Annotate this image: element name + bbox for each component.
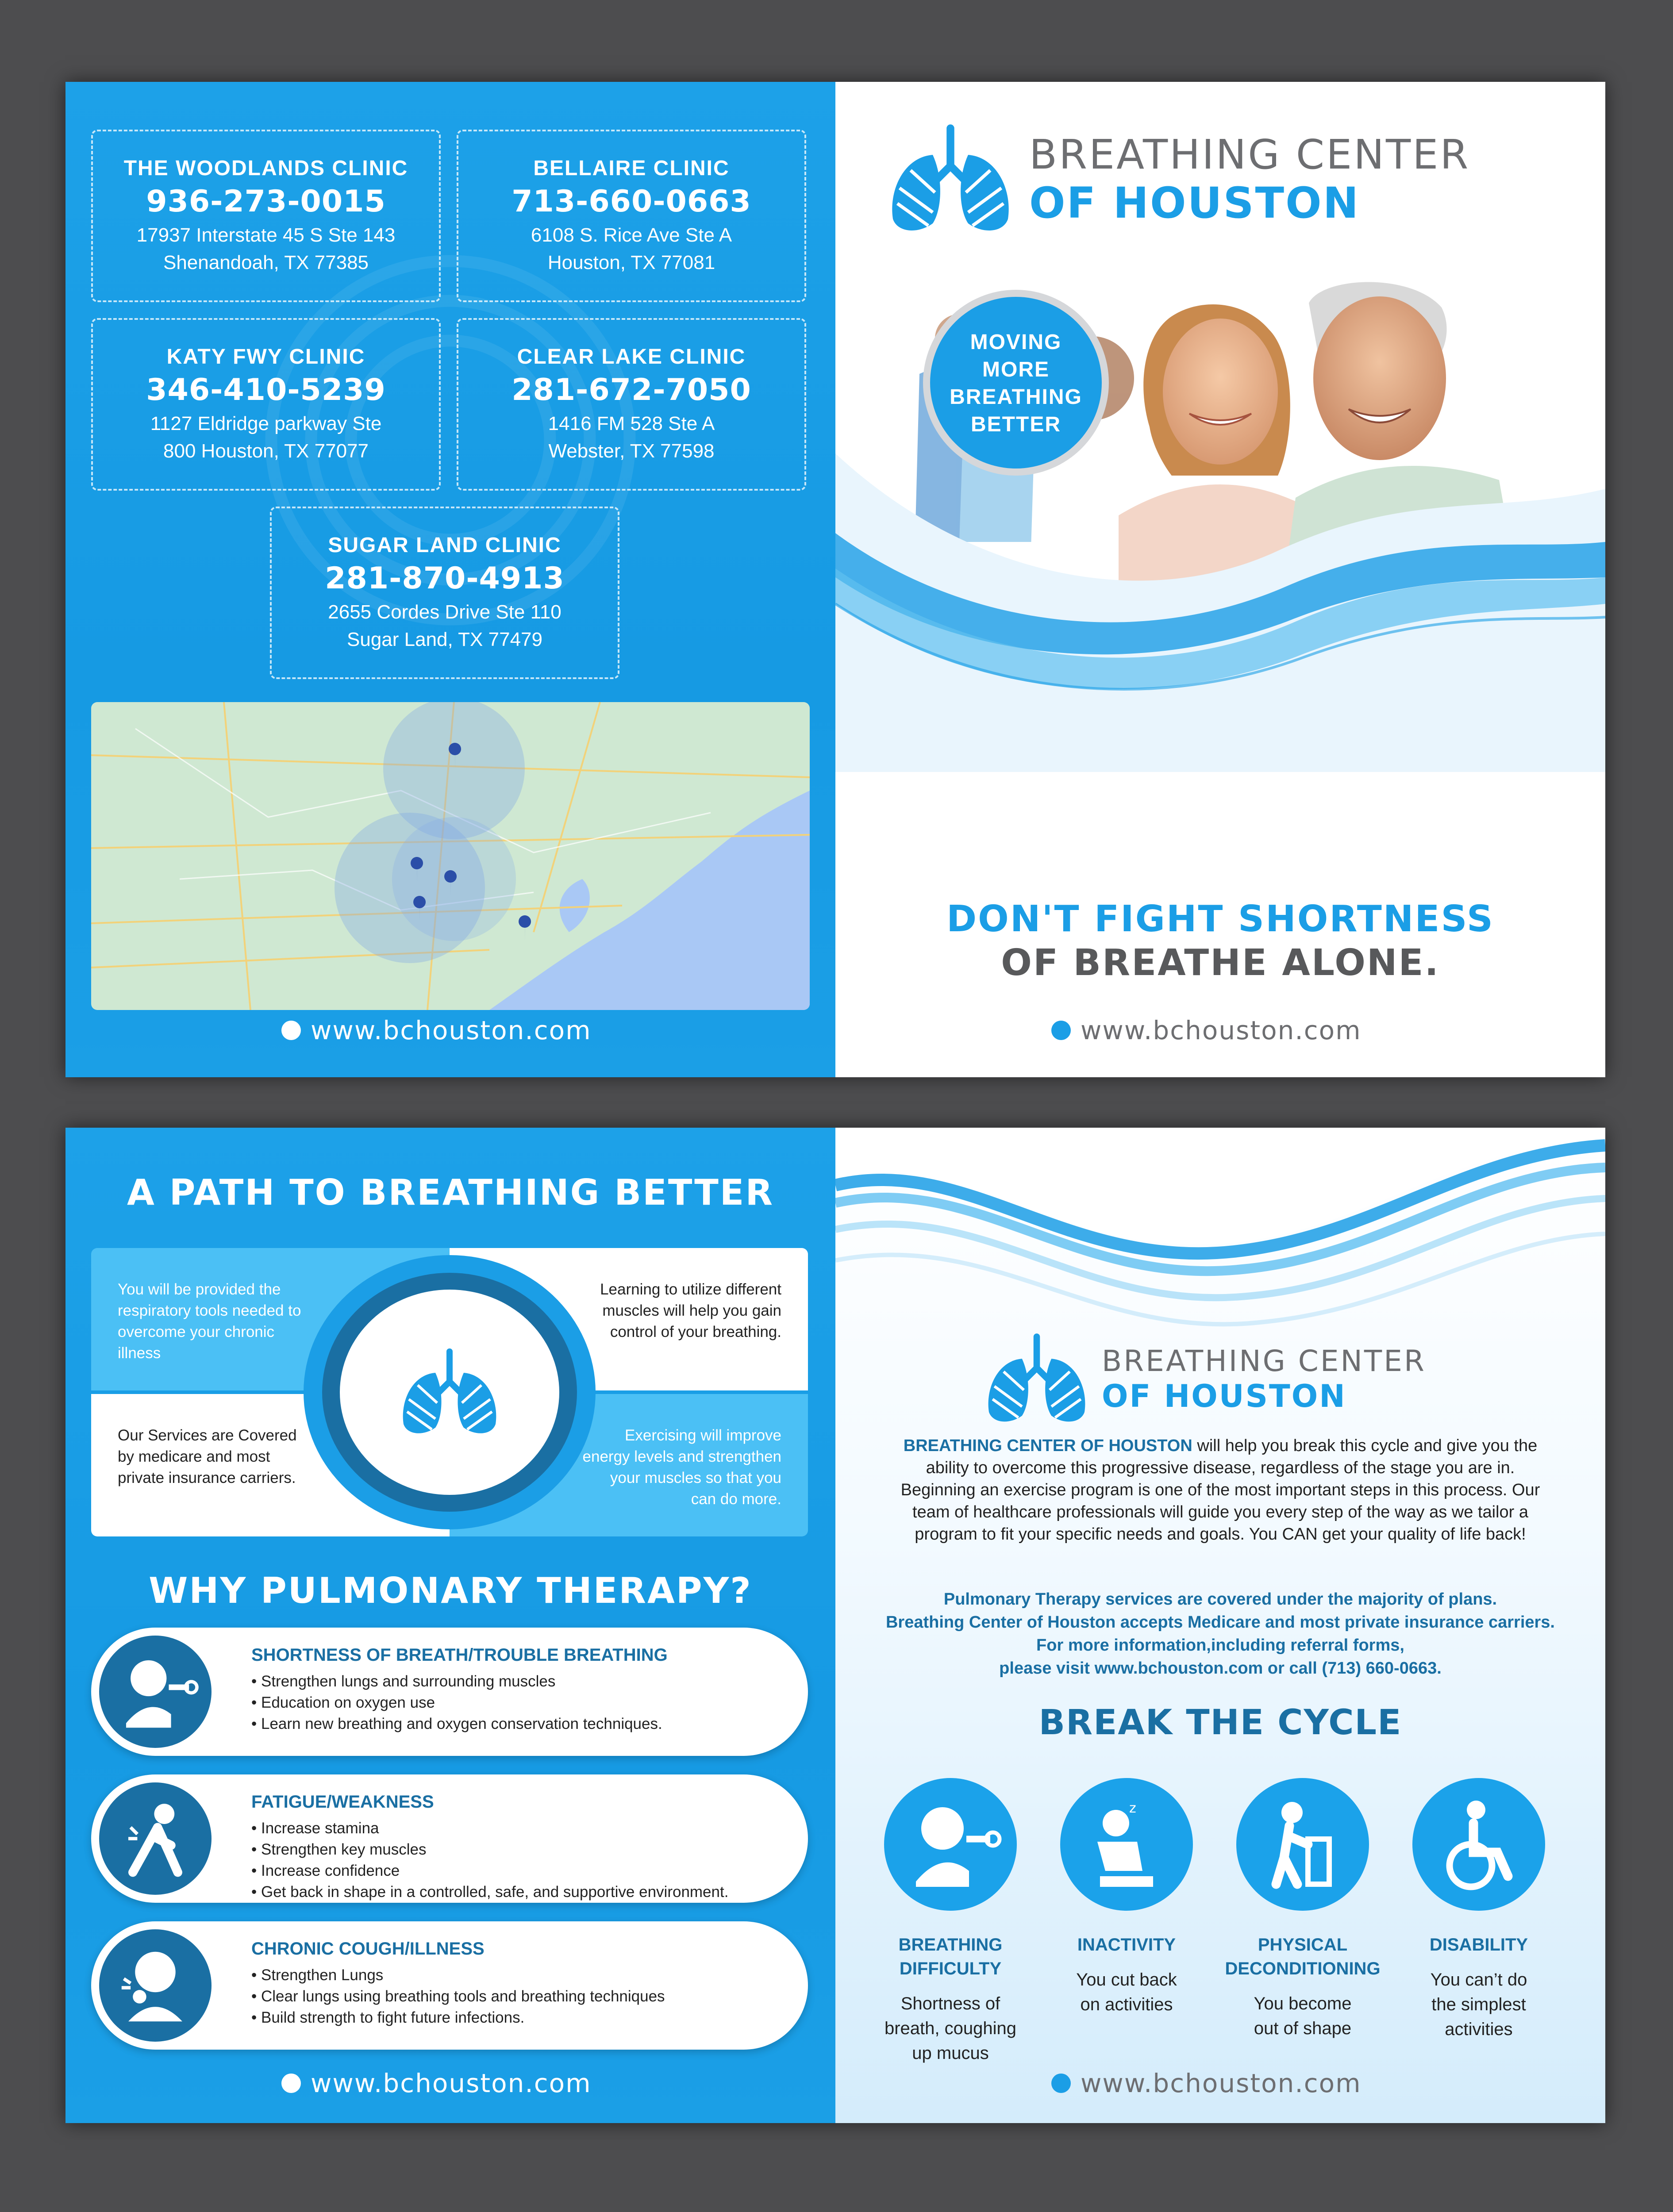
clinic-card-woodlands (91, 130, 441, 302)
clinic-name: BELLAIRE CLINIC (533, 157, 730, 180)
intro-brand-name: BREATHING CENTER OF HOUSTON (903, 1436, 1192, 1455)
website-text: www.bchouston.com (1081, 2068, 1361, 2098)
cycle-item-title (1214, 1933, 1391, 1981)
website-link[interactable] (281, 2068, 592, 2098)
clinic-locations-panel (65, 82, 835, 1077)
globe-icon (1051, 2074, 1071, 2093)
therapy-item-cough (91, 1921, 808, 2050)
badge-line2: MORE (982, 358, 1050, 381)
intro-text: will help you break this cycle and give you the ability to overcome this progressive disease, regardless of the stage you are in. Beginning an exercise program is one of the most important steps in this process. Our team of healthcare professionals will guide you every step of the way as we tailor a program to fit your specific needs and goals. You CAN get your quality of life back! (900, 1436, 1540, 1544)
cycle-desc-line1: You become (1254, 1994, 1352, 2013)
path-text-exercise: Exercising will improve energy levels and strengthen your muscles so that you can do more. (582, 1427, 781, 1508)
path-diagram (91, 1248, 808, 1536)
therapy-heading: WHY PULMONARY THERAPY? (149, 1570, 752, 1611)
moving-more-badge (930, 297, 1102, 469)
coverage-line3: For more information,including referral forms, (1036, 1636, 1404, 1655)
cycle-title-line2: DECONDITIONING (1225, 1959, 1381, 1978)
clinic-name: CLEAR LAKE CLINIC (517, 345, 746, 369)
logo-text-line2: OF HOUSTON (1102, 1378, 1346, 1414)
therapy-point: • Strengthen Lungs (251, 1966, 384, 1984)
cycle-desc-line3: up mucus (912, 2043, 989, 2063)
cycle-desc-line1: Shortness of (900, 1994, 1000, 2013)
therapy-point: • Strengthen lungs and surrounding muscles (251, 1673, 556, 1690)
logo-text-line2: OF HOUSTON (1029, 178, 1360, 228)
clinic-phone[interactable]: 713-660-0663 (512, 184, 751, 219)
badge-ring (923, 290, 1109, 476)
cycle-item-description (1214, 1991, 1391, 2041)
cycle-list (835, 1128, 1605, 2123)
fatigued-person-icon (99, 1782, 212, 1895)
headline-line2: OF BREATHE ALONE. (1001, 942, 1440, 984)
logo-text-line1: BREATHING CENTER (1029, 131, 1470, 178)
clinic-name: THE WOODLANDS CLINIC (123, 157, 408, 180)
therapy-point: • Increase confidence (251, 1862, 400, 1879)
cycle-item-title (1038, 1933, 1215, 1957)
badge-line4: BETTER (971, 413, 1061, 436)
cycle-desc-line2: on activities (1080, 1995, 1173, 2014)
cycle-item-disability (1390, 1778, 1567, 2042)
therapy-point: • Build strength to fight future infections. (251, 2009, 525, 2026)
therapy-panel (65, 1128, 835, 2123)
clinic-address-line2: Houston, TX 77081 (547, 252, 715, 273)
breathing-person-icon (884, 1778, 1017, 1911)
coverage-line1: Pulmonary Therapy services are covered under the majority of plans. (943, 1590, 1497, 1609)
cycle-title-line2: DIFFICULTY (899, 1959, 1002, 1978)
therapy-item-fatigue (91, 1774, 808, 1903)
cycle-item-description (1390, 1967, 1567, 2042)
website-link[interactable] (1051, 1015, 1361, 1045)
cycle-desc-line2: breath, coughing (884, 2019, 1016, 2038)
therapy-item-title: SHORTNESS OF BREATH/TROUBLE BREATHING (251, 1645, 668, 1665)
website-text: www.bchouston.com (311, 2068, 592, 2098)
badge-line1: MOVING (970, 330, 1062, 354)
brand-logo (884, 122, 1470, 237)
cycle-item-inactivity (1038, 1778, 1215, 2017)
clinic-address-line2: Sugar Land, TX 77479 (347, 629, 542, 650)
therapy-point: • Education on oxygen use (251, 1694, 435, 1711)
cycle-desc-line1: You cut back (1076, 1970, 1177, 1989)
cycle-item-description (862, 1991, 1039, 2066)
sleeping-person-icon (1060, 1778, 1193, 1911)
clinic-phone[interactable]: 281-870-4913 (325, 561, 565, 596)
path-center-ring (304, 1255, 596, 1529)
clinic-name: SUGAR LAND CLINIC (328, 534, 562, 557)
cycle-item-title (1390, 1933, 1567, 1957)
cycle-title-line1: DISABILITY (1429, 1935, 1528, 1955)
logo-text-line1: BREATHING CENTER (1102, 1344, 1426, 1378)
website-link[interactable] (1051, 2068, 1361, 2098)
clinic-address-line2: Shenandoah, TX 77385 (163, 252, 369, 273)
cycle-desc-line1: You can’t do (1430, 1970, 1527, 1989)
cycle-item-deconditioning (1214, 1778, 1391, 2041)
clinic-card-bellaire (457, 130, 806, 302)
cycle-title-line1: PHYSICAL (1258, 1935, 1348, 1955)
lungs-icon (396, 1339, 503, 1445)
therapy-point: • Increase stamina (251, 1820, 379, 1837)
brochure-inside-spread (65, 1128, 1605, 2123)
clinic-address-line1: 17937 Interstate 45 S Ste 143 (136, 224, 396, 246)
cycle-desc-line2: out of shape (1254, 2019, 1352, 2038)
cycle-heading: BREAK THE CYCLE (1038, 1703, 1402, 1743)
brochure-outside-spread (65, 82, 1605, 1077)
wheelchair-icon (1412, 1778, 1545, 1911)
badge-line3: BREATHING (950, 385, 1082, 409)
cycle-item-title (862, 1933, 1039, 1981)
info-panel (835, 1128, 1605, 2123)
coughing-person-icon (99, 1929, 212, 2042)
cycle-desc-line2: the simplest (1431, 1995, 1526, 2014)
cycle-title-line1: BREATHING (898, 1935, 1003, 1955)
clinic-address-line2: 800 Houston, TX 77077 (163, 440, 369, 462)
clinic-card-clear-lake (457, 318, 806, 491)
globe-icon (281, 2074, 301, 2093)
clinic-phone[interactable]: 346-410-5239 (146, 373, 386, 407)
lungs-logo-icon (884, 122, 1017, 237)
therapy-item-shortness (91, 1628, 808, 1756)
cycle-item-breathing (862, 1778, 1039, 2066)
globe-icon (1051, 1021, 1071, 1040)
cycle-desc-line3: activities (1445, 2020, 1513, 2039)
clinic-phone[interactable]: 936-273-0015 (146, 184, 386, 219)
clinic-address-line1: 2655 Cordes Drive Ste 110 (328, 601, 562, 623)
coverage-line2: Breathing Center of Houston accepts Medicare and most private insurance carriers. (885, 1613, 1555, 1632)
svg-text:z: z (1129, 1801, 1136, 1816)
clinic-address-line1: 1416 FM 528 Ste A (548, 413, 715, 434)
path-text-coverage: Our Services are Covered by medicare and most private insurance carriers. (118, 1427, 297, 1486)
cycle-title-line1: INACTIVITY (1077, 1935, 1176, 1955)
globe-icon (281, 1021, 301, 1040)
clinic-phone[interactable]: 281-672-7050 (512, 373, 751, 407)
therapy-item-title: CHRONIC COUGH/ILLNESS (251, 1939, 485, 1959)
therapy-point: • Strengthen key muscles (251, 1841, 427, 1858)
map-graphic (91, 702, 810, 1010)
therapy-point: • Clear lungs using breathing tools and breathing techniques (251, 1988, 665, 2005)
clinic-address-line1: 6108 S. Rice Ave Ste A (531, 224, 732, 246)
clinic-address-line1: 1127 Eldridge parkway Ste (150, 413, 382, 434)
therapy-point: • Get back in shape in a controlled, safe, and supportive environment. (251, 1883, 729, 1901)
cover-panel (835, 82, 1605, 1077)
clinic-locations-map[interactable] (91, 702, 810, 1010)
headline-line1: DON'T FIGHT SHORTNESS (946, 898, 1494, 940)
cover-headline (835, 898, 1605, 984)
clinic-card-sugar-land (270, 507, 619, 679)
therapy-item-points (251, 1965, 665, 2028)
website-text: www.bchouston.com (311, 1015, 592, 1045)
therapy-item-points (251, 1671, 662, 1735)
walker-person-icon (1236, 1778, 1369, 1911)
clinic-address-line2: Webster, TX 77598 (548, 440, 715, 462)
website-link[interactable] (281, 1015, 592, 1045)
path-heading: A PATH TO BREATHING BETTER (127, 1172, 774, 1213)
clinic-card-katy (91, 318, 441, 491)
clinic-name: KATY FWY CLINIC (166, 345, 365, 369)
website-text: www.bchouston.com (1081, 1015, 1361, 1045)
cycle-item-description (1038, 1967, 1215, 2017)
path-text-muscles: Learning to utilize different muscles will help you gain control of your breathing. (600, 1281, 781, 1340)
path-text-tools: You will be provided the respiratory tools needed to overcome your chronic illness (118, 1281, 301, 1362)
breathing-person-icon (99, 1636, 212, 1748)
therapy-item-points (251, 1818, 728, 1903)
coverage-line4: please visit www.bchouston.com or call (713) 660-0663. (999, 1659, 1442, 1678)
therapy-point: • Learn new breathing and oxygen conservation techniques. (251, 1715, 662, 1732)
therapy-item-title: FATIGUE/WEAKNESS (251, 1792, 434, 1812)
